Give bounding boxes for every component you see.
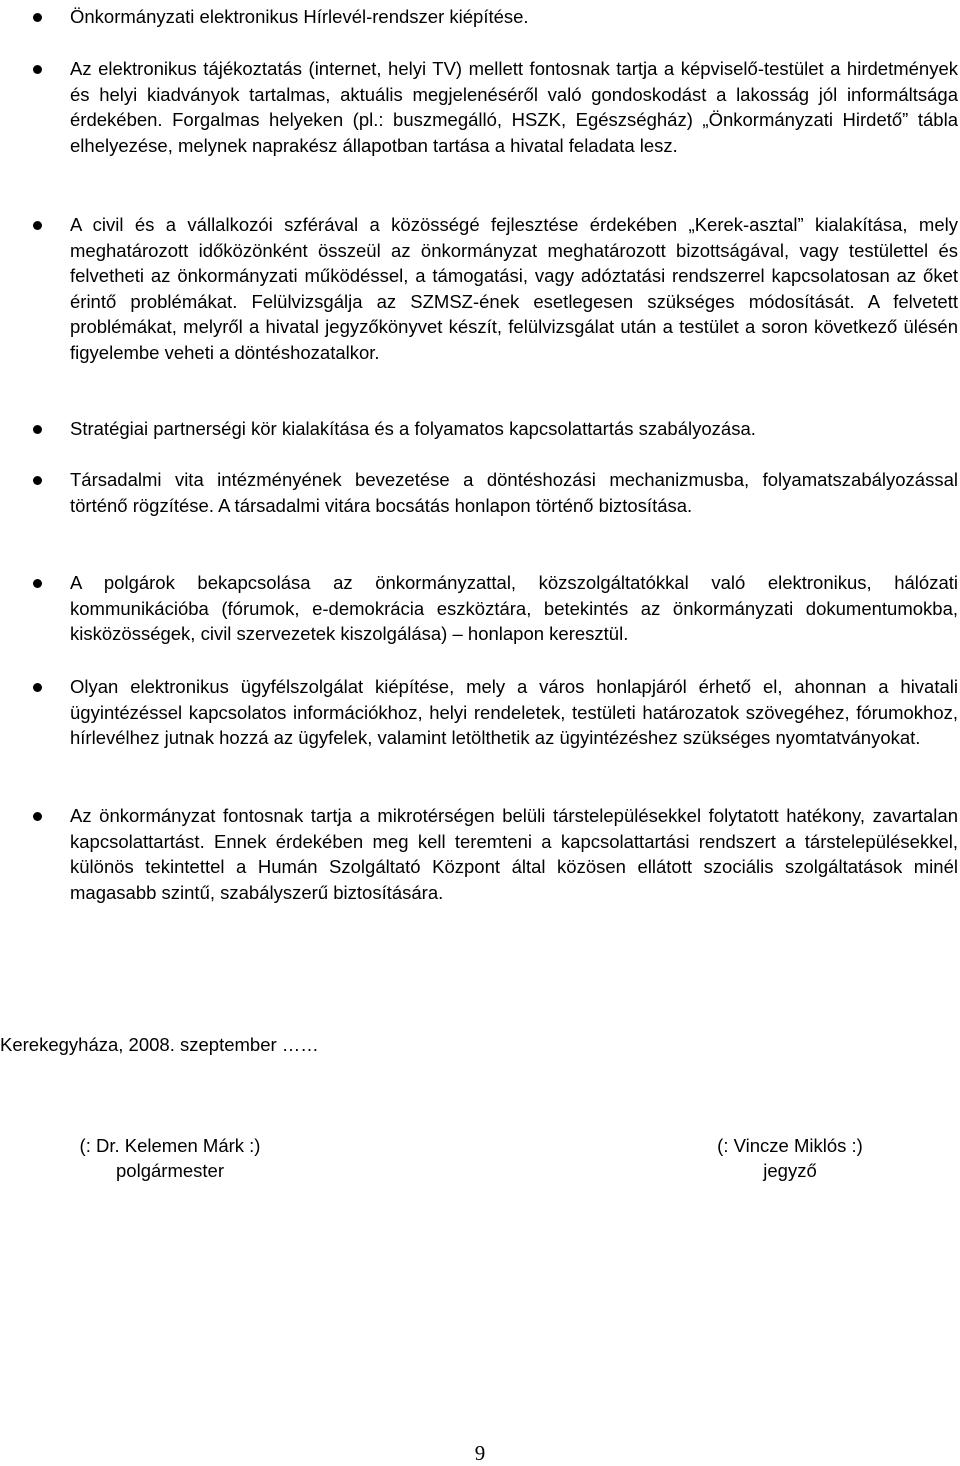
place-and-date: Kerekegyháza, 2008. szeptember …… <box>0 1034 319 1055</box>
signer-name: (: Dr. Kelemen Márk :) <box>79 1135 261 1156</box>
signer-title: polgármester <box>116 1160 224 1181</box>
page-number: 9 <box>474 1441 486 1465</box>
bullet-icon <box>33 425 42 434</box>
bullet-text: Stratégiai partnerségi kör kialakítása és a folyamatos kapcsolattartás szabályozása. <box>70 418 756 439</box>
signer-name: (: Vincze Miklós :) <box>717 1135 863 1156</box>
bullet-text: A civil és a vállalkozói szférával a közösségé fejlesztése érdekében „Kerek-asztal” kialakítása, mely meghatározott időközönként összeül az önkormányzat meghatározott bizottságával, vagy testülettel és felvetheti az önkormányzati működéssel, a támogatási, vagy adóztatási rendszerrel kapcsolatosan az őket érintő problémákat. Felülvizsgálja az SZMSZ-ének esetlegesen szükséges módosítását. A felvetett problémákat, melyről a hivatal jegyzőkönyvet készít, felülvizsgálat után a testület a soron következő ülésén figyelembe veheti a döntéshozatalkor. <box>70 214 958 363</box>
bullet-text: Az önkormányzat fontosnak tartja a mikrotérségen belüli társtelepülésekkel folytatott hatékony, zavartalan kapcsolattartást. Ennek érdekében meg kell teremteni a kapcsolattartási rendszert a társtelepülésekkel, különös tekintettel a Humán Szolgáltató Központ által közösen ellátott szociális szolgáltatások minél magasabb szintű, szabályszerű biztosítására. <box>70 805 958 903</box>
bullet-text: Olyan elektronikus ügyfélszolgálat kiépítése, mely a város honlapjáról érhető el, ahonnan a hivatali ügyintézéssel kapcsolatos információkhoz, helyi rendeletek, testületi határozatok szövegéhez, fórumokhoz, hírlevélhez jutnak hozzá az ügyfelek, valamint letölthetik az ügyintézéshez szükséges nyomtatványokat. <box>70 676 958 749</box>
signature-right <box>690 1133 890 1183</box>
signer-title: jegyző <box>763 1160 817 1181</box>
bullet-icon <box>33 683 42 692</box>
bullet-text: A polgárok bekapcsolása az önkormányzattal, közszolgáltatókkal való elektronikus, hálózati kommunikációba (fórumok, e-demokrácia eszköztára, betekintés az önkormányzati dokumentumokba, kisközösségek, civil szervezetek kiszolgálása) – honlapon keresztül. <box>70 572 958 645</box>
bullet-icon <box>33 476 42 485</box>
bullet-icon <box>33 65 42 74</box>
bullet-icon <box>33 13 42 22</box>
bullet-icon <box>33 579 42 588</box>
bullet-text: Az elektronikus tájékoztatás (internet, helyi TV) mellett fontosnak tartja a képviselő-testület a hirdetmények és helyi kiadványok tartalmas, aktuális megjelenéséről való gondoskodást a lakosság jól informáltsága érdekében. Forgalmas helyeken (pl.: buszmegálló, HSZK, Egészségház) „Önkormányzati Hirdető” tábla elhelyezése, melynek naprakész állapotban tartása a hivatal feladata lesz. <box>70 58 958 156</box>
signature-left <box>50 1133 290 1183</box>
bullet-icon <box>33 812 42 821</box>
bullet-icon <box>33 221 42 230</box>
bullet-text: Önkormányzati elektronikus Hírlevél-rendszer kiépítése. <box>70 6 529 27</box>
bullet-text: Társadalmi vita intézményének bevezetése a döntéshozási mechanizmusba, folyamatszabályozással történő rögzítése. A társadalmi vitára bocsátás honlapon történő biztosítása. <box>70 469 958 516</box>
